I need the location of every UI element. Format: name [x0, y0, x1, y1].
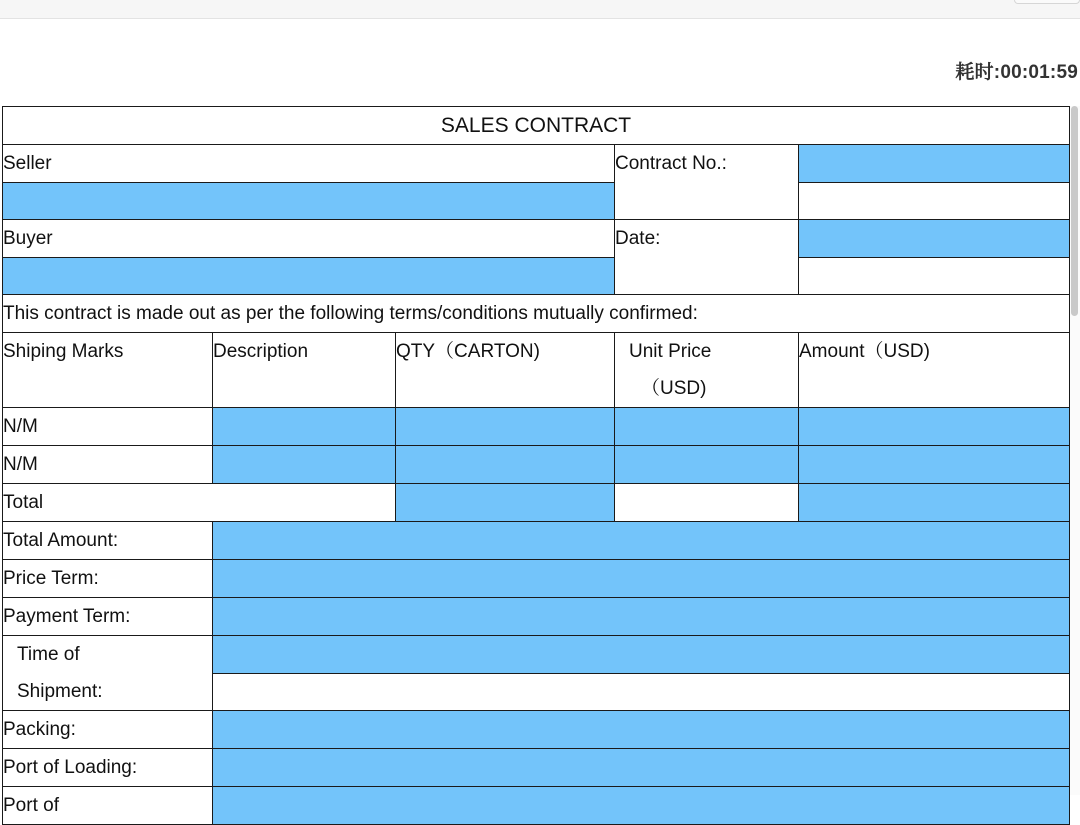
scrollbar-thumb[interactable]: [1071, 106, 1078, 316]
packing-label: Packing:: [3, 711, 213, 749]
row-amount-field[interactable]: [799, 408, 1070, 446]
total-unit-price-cell: [615, 484, 799, 522]
row-description-field[interactable]: [213, 446, 396, 484]
row-unit-price-field[interactable]: [615, 446, 799, 484]
seller-field[interactable]: [3, 183, 615, 220]
time-of-shipment-extra-field[interactable]: [213, 673, 1070, 711]
buyer-label: Buyer: [3, 220, 615, 258]
browser-top-bar: [0, 0, 1080, 19]
packing-field[interactable]: [213, 711, 1070, 749]
total-qty-field[interactable]: [396, 484, 615, 522]
total-amount-field[interactable]: [213, 522, 1070, 560]
time-of-shipment-line1: Time of: [17, 644, 80, 665]
row-shipping-marks: N/M: [3, 446, 213, 484]
total-amount-label: Total Amount:: [3, 522, 213, 560]
table-row: [3, 446, 1070, 484]
row-qty-field[interactable]: [396, 408, 615, 446]
header-unit-price: [615, 333, 799, 408]
header-description: Description: [213, 333, 396, 408]
contract-no-field[interactable]: [799, 145, 1070, 183]
time-of-shipment-label: [3, 636, 213, 711]
total-label: Total: [3, 484, 396, 522]
buyer-field[interactable]: [3, 258, 615, 295]
date-field[interactable]: [799, 220, 1070, 258]
price-term-field[interactable]: [213, 560, 1070, 598]
elapsed-timer: 耗时:00:01:59: [955, 62, 1078, 83]
header-amount: Amount（USD): [799, 333, 1070, 408]
port-of-discharge-field[interactable]: [213, 787, 1070, 825]
seller-label: Seller: [3, 145, 615, 183]
row-description-field[interactable]: [213, 408, 396, 446]
contract-table: [2, 106, 1070, 825]
date-extra-field[interactable]: [799, 258, 1070, 295]
table-row: [3, 408, 1070, 446]
contract-no-label: Contract No.:: [615, 145, 799, 220]
header-shipping-marks: Shiping Marks: [3, 333, 213, 408]
contract-title: SALES CONTRACT: [3, 107, 1070, 145]
port-of-loading-label: Port of Loading:: [3, 749, 213, 787]
contract-no-extra-field[interactable]: [799, 183, 1070, 220]
payment-term-label: Payment Term:: [3, 598, 213, 636]
terms-statement: This contract is made out as per the following terms/conditions mutually confirmed:: [3, 295, 1070, 333]
row-qty-field[interactable]: [396, 446, 615, 484]
time-of-shipment-line2: Shipment:: [17, 681, 103, 702]
time-of-shipment-field[interactable]: [213, 636, 1070, 674]
row-shipping-marks: N/M: [3, 408, 213, 446]
sales-contract-form: [2, 106, 1069, 816]
row-unit-price-field[interactable]: [615, 408, 799, 446]
total-row: [3, 484, 1070, 522]
payment-term-field[interactable]: [213, 598, 1070, 636]
port-of-loading-field[interactable]: [213, 749, 1070, 787]
port-of-discharge-label: Port of: [3, 787, 213, 825]
total-amount-cell-field[interactable]: [799, 484, 1070, 522]
header-qty: QTY（CARTON): [396, 333, 615, 408]
row-amount-field[interactable]: [799, 446, 1070, 484]
date-label: Date:: [615, 220, 799, 295]
header-unit-price-line1: Unit Price: [629, 341, 712, 362]
price-term-label: Price Term:: [3, 560, 213, 598]
header-unit-price-line2: （USD): [641, 378, 707, 399]
toolbar-button[interactable]: [1014, 0, 1080, 4]
